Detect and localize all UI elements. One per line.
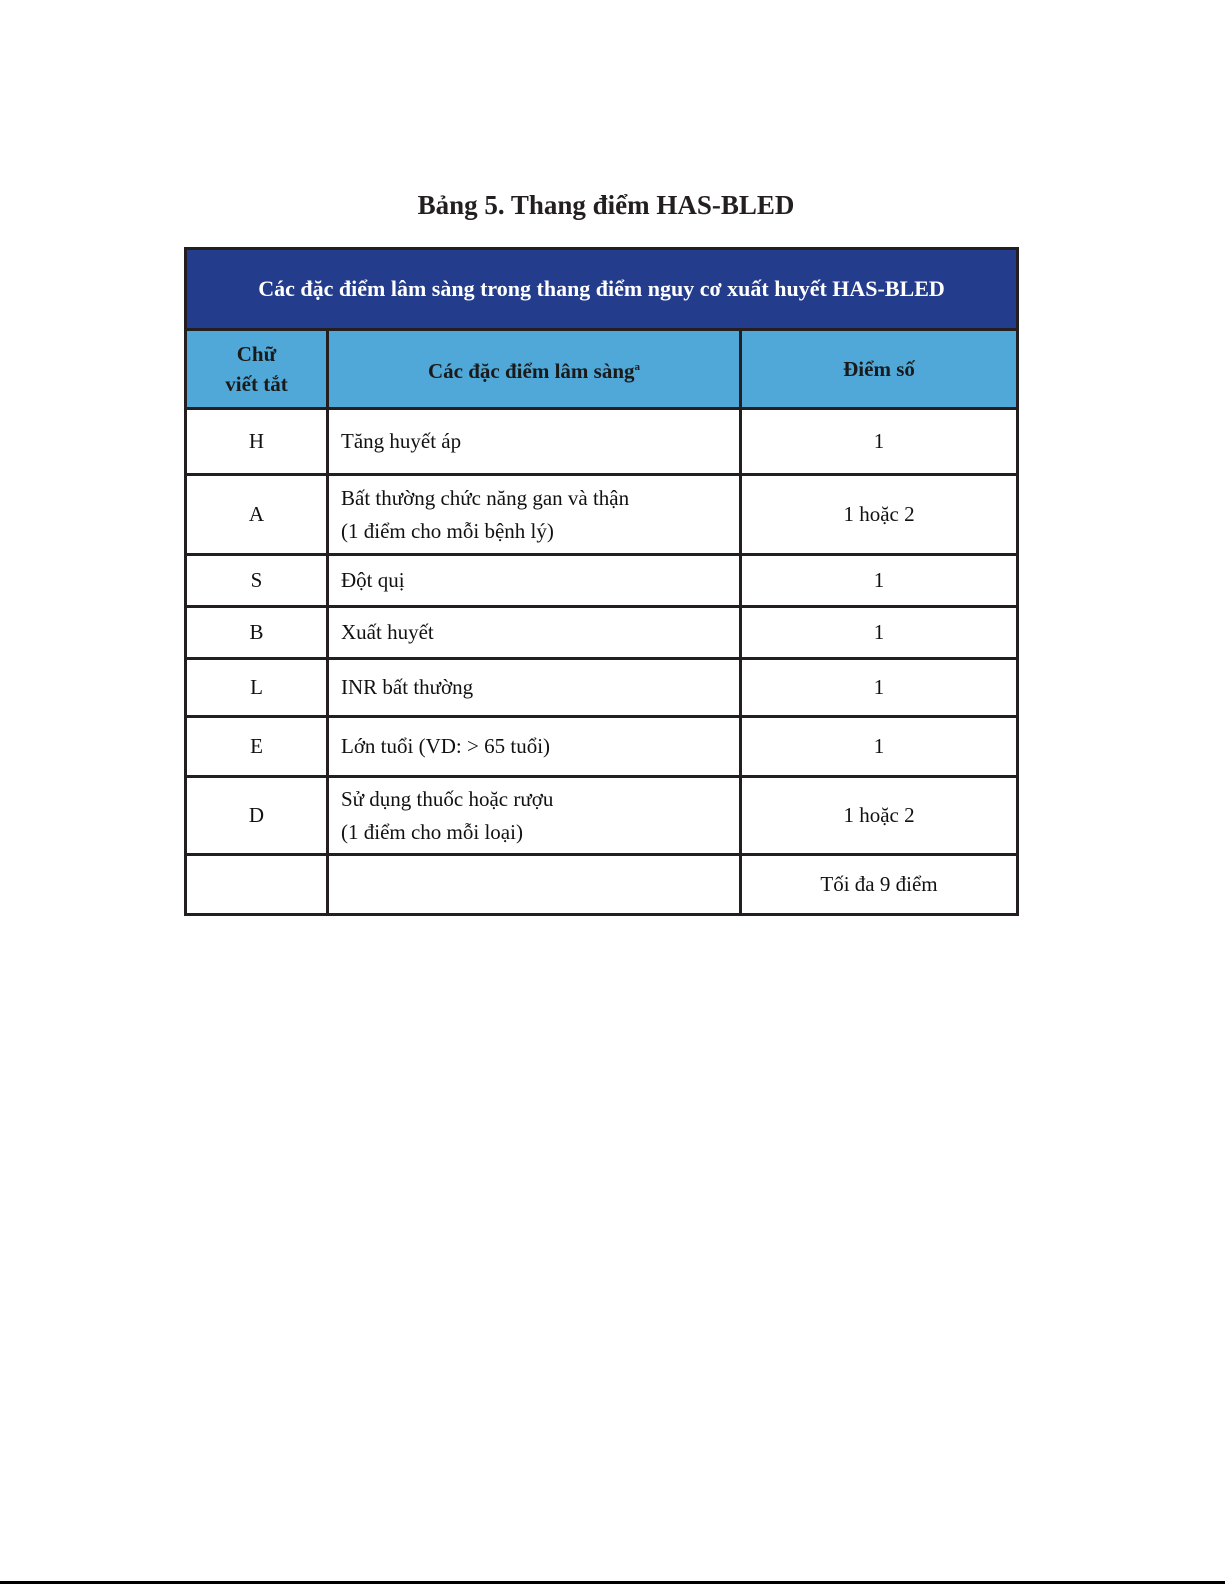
cell-abbreviation: E (186, 717, 328, 777)
cell-score: 1 (741, 659, 1018, 717)
feature-line2: (1 điểm cho mỗi bệnh lý) (341, 518, 554, 543)
header-abbreviation-line2: viết tắt (225, 372, 288, 396)
cell-clinical-feature (328, 475, 741, 555)
header-footnote-marker: a (634, 361, 640, 373)
page-bottom-rule (0, 1581, 1225, 1584)
table-body (186, 409, 1018, 915)
cell-abbreviation (186, 855, 328, 915)
feature-line1: INR bất thường (341, 675, 474, 699)
header-abbreviation (186, 330, 328, 409)
feature-line1: Bất thường chức năng gan và thận (341, 485, 630, 510)
cell-clinical-feature (328, 777, 741, 855)
cell-clinical-feature (328, 855, 741, 915)
feature-line1: Tăng huyết áp (341, 429, 462, 453)
cell-abbreviation: H (186, 409, 328, 475)
table-row (186, 475, 1018, 555)
table-row (186, 555, 1018, 607)
cell-abbreviation: D (186, 777, 328, 855)
cell-clinical-feature (328, 607, 741, 659)
cell-abbreviation: S (186, 555, 328, 607)
header-row (186, 330, 1018, 409)
feature-line1: Đột quị (341, 568, 405, 592)
banner-row (186, 249, 1018, 330)
table-row (186, 717, 1018, 777)
table-banner: Các đặc điểm lâm sàng trong thang điểm nguy cơ xuất huyết HAS-BLED (186, 249, 1018, 330)
cell-score: 1 (741, 717, 1018, 777)
cell-score: 1 (741, 607, 1018, 659)
cell-score: Tối đa 9 điểm (741, 855, 1018, 915)
cell-score: 1 (741, 409, 1018, 475)
feature-line1: Sử dụng thuốc hoặc rượu (341, 786, 554, 811)
cell-abbreviation: L (186, 659, 328, 717)
cell-clinical-feature (328, 409, 741, 475)
cell-clinical-feature (328, 659, 741, 717)
cell-abbreviation: A (186, 475, 328, 555)
header-score: Điểm số (741, 330, 1018, 409)
cell-score: 1 hoặc 2 (741, 777, 1018, 855)
has-bled-table-container (184, 247, 1016, 916)
table-row (186, 855, 1018, 915)
has-bled-table (184, 247, 1019, 916)
header-abbreviation-line1: Chữ (236, 342, 277, 366)
table-row (186, 777, 1018, 855)
cell-score: 1 hoặc 2 (741, 475, 1018, 555)
cell-clinical-feature (328, 555, 741, 607)
feature-line2: (1 điểm cho mỗi loại) (341, 819, 523, 844)
cell-clinical-feature (328, 717, 741, 777)
header-clinical-features-label: Các đặc điểm lâm sàng (428, 359, 635, 383)
feature-line1: Xuất huyết (341, 620, 434, 644)
cell-score: 1 (741, 555, 1018, 607)
table-row (186, 409, 1018, 475)
table-row (186, 659, 1018, 717)
feature-line1: Lớn tuổi (VD: > 65 tuổi) (341, 734, 551, 758)
header-clinical-features (328, 330, 741, 409)
table-row (186, 607, 1018, 659)
table-caption: Bảng 5. Thang điểm HAS-BLED (417, 190, 795, 220)
cell-abbreviation: B (186, 607, 328, 659)
